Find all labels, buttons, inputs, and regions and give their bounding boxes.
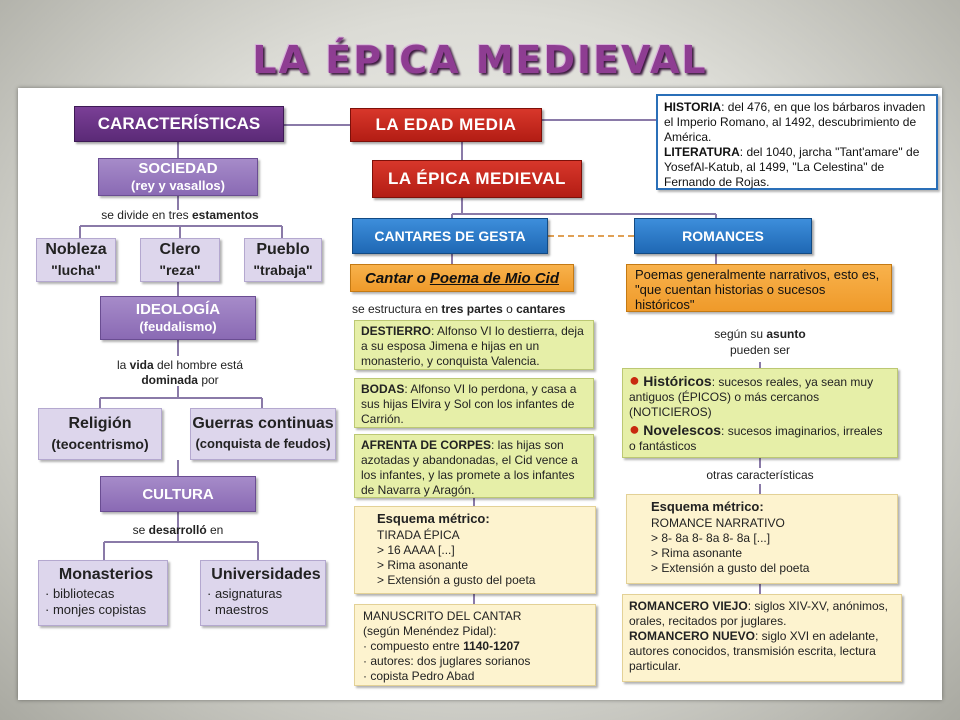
esquema-line: > Extensión a gusto del poeta [377,573,536,587]
historicos-item [629,370,891,420]
vida-bold2: dominada [141,373,198,387]
estamento-name: Pueblo [256,241,310,258]
romancero-nuevo [629,629,895,674]
sociedad-sub: (rey y vasallos) [131,178,225,193]
religion-box [38,408,162,460]
nuevo-head: ROMANCERO NUEVO [629,629,756,643]
religion-title: Religión [68,415,132,432]
historia-para [664,100,930,145]
estructura-text [352,302,582,316]
novelescos-item [629,419,891,454]
manuscrito-line: · autores: dos juglares sorianos [363,654,531,668]
part-afrenta [354,434,594,498]
historicos-head: Históricos [643,373,712,389]
monasterios-item: · bibliotecas [45,586,115,601]
estamento-nobleza [36,238,116,282]
esquema-title: Esquema métrico: [651,499,764,514]
estructura-bold2: cantares [516,302,566,316]
manuscrito-title: MANUSCRITO DEL CANTAR [363,609,522,623]
desarrollo-bold: desarrolló [148,523,207,537]
page-title: LA ÉPICA MEDIEVAL [252,38,708,82]
part-text: : las hijas son azotadas y abandonadas, el Cid vence a los infantes, y las promete a los infantes de Navarra y Aragón. [361,438,578,497]
ideologia-box [100,296,256,340]
manuscrito-line [363,639,587,654]
segun-text [680,326,840,358]
guerras-box [190,408,336,460]
universidades-title: Universidades [211,566,321,583]
esquema-title: Esquema métrico: [377,511,490,526]
estamento-role: "trabaja" [253,262,313,278]
literatura-head: LITERATURA [664,145,740,159]
novelescos-text: : sucesos imaginarios, irreales o fantásticos [629,424,883,453]
part-text: : Alfonso VI lo destierra, deja a su esposa Jimena e hijas en un monasterio, y conquista Valencia. [361,324,584,368]
part-head: AFRENTA DE CORPES [361,438,492,452]
esquema-line: > 8- 8a 8- 8a 8- 8a [...] [651,531,771,545]
novelescos-head: Novelescos [643,422,722,438]
estamento-role: "lucha" [51,262,101,278]
manuscrito-line: · copista Pedro Abad [363,669,475,683]
vida-pre: la [116,358,130,372]
part-text: : Alfonso VI lo perdona, y casa a sus hijas Elvira y Sol con los infantes de Carrión. [361,382,577,426]
universidades-item: · maestros [207,602,269,617]
esquema-romance-box [626,494,898,584]
vida-post: por [197,373,219,387]
estructura-mid: o [502,302,517,316]
estamento-pueblo [244,238,322,282]
estructura-bold1: tres partes [441,302,503,316]
segun-bold: asunto [766,327,806,341]
viejo-head: ROMANCERO VIEJO [629,599,748,613]
cultura-title: CULTURA [142,485,214,503]
estamento-role: "reza" [159,262,201,278]
segun-pre: según su [714,327,767,341]
cantar-box [350,264,574,292]
vida-text [90,358,270,388]
desarrollo-post: en [206,523,224,537]
part-head: DESTIERRO [361,324,432,338]
estamento-clero [140,238,220,282]
vida-bold1: vida [129,358,154,372]
religion-sub: (teocentrismo) [51,436,149,452]
universidades-item: · asignaturas [207,586,283,601]
divide-pre: se divide en tres [101,208,192,222]
esquema-line: > Extensión a gusto del poeta [651,561,810,575]
vida-mid: del hombre está [153,358,244,372]
part-bodas [354,378,594,428]
poemas-box: Poemas generalmente narrativos, esto es, "que cuentan historias o sucesos históricos" [626,264,892,312]
epica-medieval-box: LA ÉPICA MEDIEVAL [372,160,582,198]
romances-box: ROMANCES [634,218,812,254]
esquema-cantar-box [354,506,596,594]
cantar-label: Cantar o [364,269,426,287]
caracteristicas-box: CARACTERÍSTICAS [74,106,284,142]
historia-box [656,94,938,190]
historia-head: HISTORIA [664,100,722,114]
otras-text: otras características [706,468,814,482]
estructura-pre: se estructura en [352,302,442,316]
manuscrito-subtitle: (según Menéndez Pidal): [363,624,497,638]
esquema-line: > Rima asonante [651,546,743,560]
desarrollo-text [100,523,256,537]
part-destierro [354,320,594,370]
divide-text [90,208,270,222]
manuscrito-line-bold: 1140-1207 [463,639,520,653]
desarrollo-pre: se [132,523,149,537]
monasterios-title: Monasterios [58,566,154,583]
universidades-box [200,560,326,626]
estamento-name: Nobleza [45,241,107,258]
monasterios-item: · monjes copistas [45,602,147,617]
monasterios-box [38,560,168,626]
romancero-viejo [629,599,895,629]
esquema-line: ROMANCE NARRATIVO [651,516,785,530]
guerras-sub: (conquista de feudos) [195,436,331,451]
ideologia-sub: (feudalismo) [139,319,217,334]
viejo-text: : siglos XIV-XV, anónimos, orales, recitados por juglares. [629,599,888,628]
nuevo-text: : siglo XVI en adelante, autores conocidos, transmisión escrita, lectura particular. [629,629,879,673]
esquema-line: > 16 AAAA [...] [377,543,455,557]
divide-bold: estamentos [192,208,259,222]
bullet-icon: ● [629,370,640,390]
cantares-gesta-box: CANTARES DE GESTA [352,218,548,254]
edad-media-box: LA EDAD MEDIA [350,108,542,142]
ideologia-title: IDEOLOGÍA [135,301,221,318]
guerras-title: Guerras continuas [192,415,334,432]
manuscrito-box [354,604,596,686]
part-head: BODAS [361,382,405,396]
asunto-box [622,368,898,458]
cantar-title: Poema de Mio Cid [429,269,560,287]
sociedad-title: SOCIEDAD [138,160,218,177]
cultura-box [100,476,256,512]
esquema-line: > Rima asonante [377,558,469,572]
pueden-text: pueden ser [729,343,791,357]
sociedad-box [98,158,258,196]
literatura-text: : del 1040, jarcha "Tant'amare" de YosefAl-Katub, al 1499, "La Celestina" de Fernando de Rojas. [664,145,920,189]
literatura-para [664,145,930,190]
manuscrito-line-pre: · compuesto entre [363,639,464,653]
historia-text: : del 476, en que los bárbaros invaden el Imperio Romano, al 1492, descubrimiento de América. [664,100,926,144]
estamento-name: Clero [159,241,201,258]
historicos-text: : sucesos reales, ya sean muy antiguos (ÉPICOS) o más cercanos (NOTICIEROS) [629,375,874,419]
romancero-box [622,594,902,682]
bullet-icon: ● [629,419,640,439]
esquema-line: TIRADA ÉPICA [377,528,460,542]
